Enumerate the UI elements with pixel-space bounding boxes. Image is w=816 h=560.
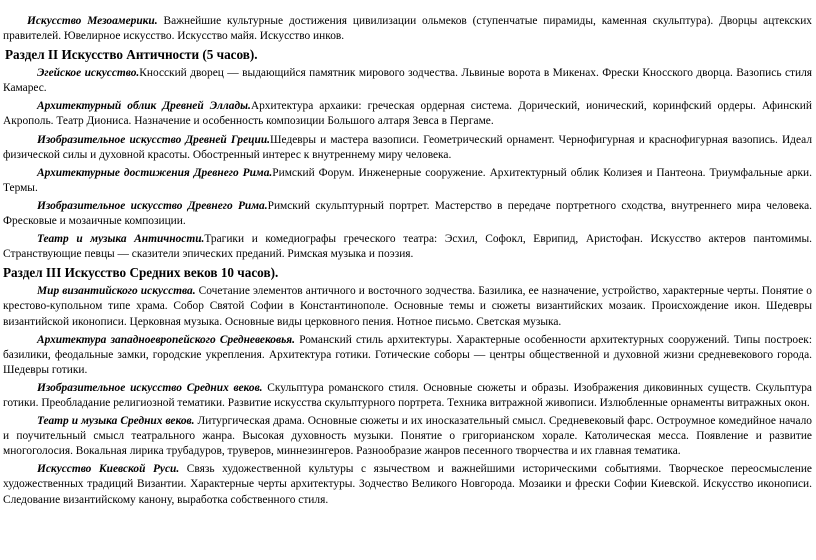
paragraph-medieval-fine-art — [3, 381, 812, 411]
section-heading-antiquity: Раздел II Искусство Античности (5 часов). — [5, 47, 258, 63]
topic-text: Литургическая драма. Основные сюжеты и их иносказательный смысл. Средневековый фарс. Остроумное комедийное начало и поучительный смысл театрального жанра. Высокая духовность музыки. Понятие о григорианском хорале. Католическая месса. Появление и развитие многоголосия. Вокальная лирика трубадуров, труверов, миннезингеров. Разнообразие жанров песенного творчества и их главная тематика. — [3, 415, 812, 458]
topic-text: Романский стиль архитектуры. Характерные особенности архитектурных сооружений. Типы построек: базилики, феодальные замки, городские укрепления. Архитектура готики. Готические соборы — центры общественной и духовной жизни средневекового города. Шедевры готики. — [3, 333, 812, 376]
topic-heading: Изобразительное искусство Древнего Рима. — [37, 199, 268, 212]
topic-text: Римский скульптурный портрет. Мастерство в передаче портретного сходства, внутреннего мира человека. Фресковые и мозаичные композиции. — [3, 199, 813, 228]
section-heading-middle-ages: Раздел III Искусство Средних веков 10 часов). — [3, 265, 279, 281]
topic-heading: Театр и музыка Античности. — [37, 233, 205, 246]
topic-text: Шедевры и мастера вазописи. Геометрический орнамент. Чернофигурная и краснофигурная вазопись. Идеал физической силы и духовной красоты. Обостренный интерес к внутреннему миру человека. — [3, 133, 813, 161]
topic-heading: Искусство Киевской Руси. — [37, 463, 180, 476]
topic-heading: Изобразительное искусство Древней Греции. — [37, 133, 271, 146]
topic-heading: Искусство Мезоамерики. — [27, 15, 158, 27]
topic-text: Римский Форум. Инженерные сооружение. Архитектурный облик Колизея и Пантеона. Триумфальные арки. Термы. — [3, 166, 812, 194]
topic-text: Важнейшие культурные достижения цивилизации ольмеков (ступенчатые пирамиды, каменная скульптура). Дворцы ацтекских правителей. Ювелирное искусство. Искусство майя. Искусство инков. — [3, 15, 812, 43]
paragraph-medieval-theatre-music — [3, 414, 812, 459]
paragraph-mesoamerica — [3, 14, 812, 44]
paragraph-kievan-rus-art — [3, 462, 812, 507]
topic-heading: Театр и музыка Средних веков. — [37, 415, 195, 428]
topic-text: Архитектура архаики: греческая ордерная система. Дорический, ионический, коринфский ордеры. Афинский Акрополь. Театр Диониса. Назначение и особенность композиции Большого алтаря Зевса в Пергаме. — [3, 100, 812, 128]
topic-heading: Архитектурный облик Древней Эллады. — [37, 100, 251, 113]
paragraph-hellas-architecture — [3, 99, 812, 129]
topic-text: Кносский дворец — выдающийся памятник мирового зодчества. Львиные ворота в Микенах. Фрески Кносского дворца. Вазопись стиля Камарес. — [3, 67, 812, 95]
paragraph-greek-fine-art — [3, 133, 812, 163]
topic-text: Сочетание элементов античного и восточного зодчества. Базилика, ее назначение, устройство, характерные черты. Понятие о крестово-купольном типе храма. Собор Святой Софии в Константинополе. Основные темы и сюжеты византийских мозаик. Происхождение икон. Шедевры византийской иконописи. Церковная музыка. Основные виды церковного пения. Нотное письмо. Светская музыка. — [3, 285, 812, 328]
topic-heading: Мир византийского искусства. — [37, 285, 196, 298]
topic-heading: Эгейское искусство. — [37, 67, 140, 80]
topic-heading: Архитектурные достижения Древнего Рима. — [37, 166, 273, 179]
paragraph-antique-theatre-music — [3, 232, 812, 262]
paragraph-rome-fine-art — [3, 199, 812, 229]
topic-text: Скульптура романского стиля. Основные сюжеты и образы. Изображения диковинных существ. Скульптура готики. Преобладание религиозной тематики. Развитие искусства скульптурного портрета. Техника витражной живописи. Излюбленные орнаменты витражных окон. — [3, 381, 812, 409]
paragraph-byzantine-art — [3, 284, 812, 329]
paragraph-western-architecture — [3, 333, 812, 378]
topic-text: Связь художественной культуры с язычеством и важнейшими историческими событиями. Творческое переосмысление художественных традиций Византии. Характерные черты архитектуры. Зодчество Великого Новгорода. Мозаики и фрески Софии Киевской. Искусство иконописи. Следование византийскому канону, выработка собственного стиля. — [3, 463, 812, 506]
topic-heading: Архитектура западноевропейского Средневековья. — [37, 333, 296, 346]
topic-text: Трагики и комедиографы греческого театра: Эсхил, Софокл, Еврипид, Аристофан. Искусство актеров пантомимы. Странствующие певцы — сказители эпических преданий. Римская музыка и поэзия. — [3, 233, 812, 261]
paragraph-aegean-art — [3, 66, 812, 96]
topic-heading: Изобразительное искусство Средних веков. — [37, 381, 263, 394]
paragraph-rome-architecture — [3, 166, 812, 196]
